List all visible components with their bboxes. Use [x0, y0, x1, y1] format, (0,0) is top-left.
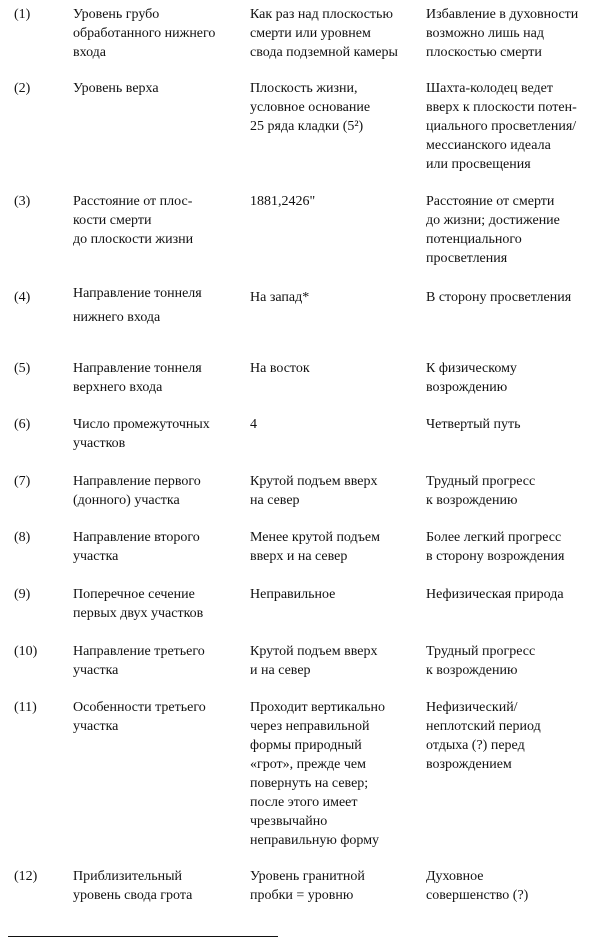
meaning-cell: Духовное совершенство (?): [426, 869, 529, 903]
value-cell: На восток: [250, 361, 310, 376]
parameter-cell: Направление первого (донного) участка: [73, 474, 201, 508]
meaning-cell: К физическому возрождению: [426, 361, 517, 395]
parameter-cell: Направление второго участка: [73, 530, 200, 564]
value-cell: 4: [250, 417, 257, 432]
row-number: (1): [14, 7, 31, 22]
row-number: (9): [14, 587, 31, 602]
row-number: (3): [14, 194, 31, 209]
value-cell: Крутой подъем вверх на север: [250, 474, 378, 508]
value-cell: Уровень гранитной пробки = уровню: [250, 869, 365, 903]
row-number: (6): [14, 417, 31, 432]
value-cell: Неправильное: [250, 587, 336, 602]
value-cell: На запад*: [250, 290, 310, 305]
parameter-cell: Число промежуточных участков: [73, 417, 210, 451]
parameter-cell: Направление третьего участка: [73, 644, 205, 678]
value-cell: Как раз над плоскостью смерти или уровнем свода подземной камеры: [250, 7, 398, 60]
row-number: (2): [14, 81, 31, 96]
parameter-cell: Направление тоннеля нижнего входа: [73, 286, 202, 325]
value-cell: Крутой подъем вверх и на север: [250, 644, 378, 678]
row-number: (11): [14, 700, 37, 715]
parameter-cell: Поперечное сечение первых двух участков: [73, 587, 204, 621]
row-number: (4): [14, 290, 31, 305]
footnote-separator: [8, 936, 278, 937]
parameter-cell: Уровень грубо обработанного нижнего входа: [73, 7, 216, 60]
parameter-cell: Расстояние от плос- кости смерти до плоскости жизни: [73, 194, 194, 247]
parameter-cell: Уровень верха: [73, 81, 159, 96]
row-number: (10): [14, 644, 38, 659]
row-number: (12): [14, 869, 38, 884]
meaning-cell: Избавление в духовности возможно лишь над плоскостью смерти: [426, 7, 579, 60]
meaning-cell: Расстояние от смерти до жизни; достижение потенциального просветления: [426, 194, 560, 266]
value-cell: Менее крутой подъем вверх и на север: [250, 530, 380, 564]
meaning-cell: Шахта-колодец ведет вверх к плоскости потен- циального просветления/ мессианского идеала или просвещения: [426, 81, 577, 172]
meaning-cell: Трудный прогресс к возрождению: [426, 474, 536, 508]
value-cell: 1881,2426": [250, 194, 316, 209]
row-number: (5): [14, 361, 31, 376]
parameter-cell: Направление тоннеля верхнего входа: [73, 361, 202, 395]
parameter-cell: Особенности третьего участка: [73, 700, 206, 734]
row-number: (8): [14, 530, 31, 545]
value-cell: Проходит вертикально через неправильной формы природный «грот», прежде чем повернуть на север; после этого имеет чрезвычайно неправильную форму: [250, 700, 386, 848]
meaning-cell: Четвертый путь: [426, 417, 521, 432]
meaning-cell: Нефизический/ неплотский период отдыха (?) перед возрождением: [426, 700, 541, 772]
meaning-cell: Нефизическая природа: [426, 587, 564, 602]
row-number: (7): [14, 474, 31, 489]
meaning-cell: В сторону просветления: [426, 290, 572, 305]
meaning-cell: Трудный прогресс к возрождению: [426, 644, 536, 678]
parameter-cell: Приблизительный уровень свода грота: [73, 869, 193, 903]
value-cell: Плоскость жизни, условное основание 25 ряда кладки (5²): [250, 81, 371, 134]
meaning-cell: Более легкий прогресс в сторону возрождения: [426, 530, 565, 564]
